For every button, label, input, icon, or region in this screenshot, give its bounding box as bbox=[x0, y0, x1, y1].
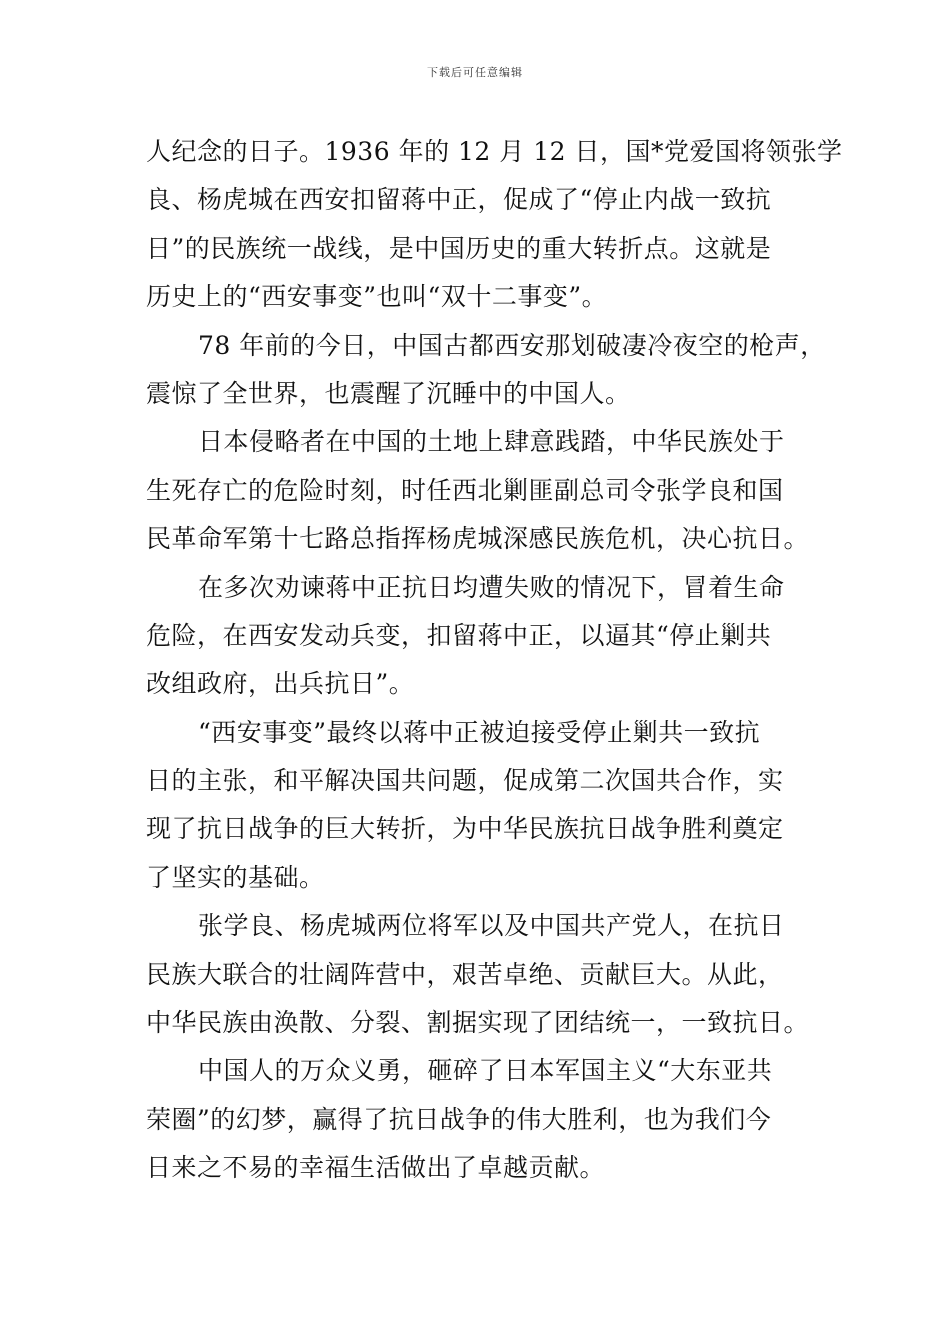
paragraph-line: 人纪念的日子。1936 年的 12 月 12 日，国*党爱国将领张学 bbox=[146, 137, 843, 166]
paragraph-line: 危险，在西安发动兵变，扣留蒋中正，以逼其“停止剿共 bbox=[146, 620, 772, 650]
paragraph-line: 历史上的“西安事变”也叫“双十二事变”。 bbox=[146, 282, 608, 312]
paragraph-line: 震惊了全世界，也震醒了沉睡中的中国人。 bbox=[146, 378, 631, 408]
paragraph bbox=[146, 322, 826, 419]
paragraph-line: 荣圈”的幻梦，赢得了抗日战争的伟大胜利，也为我们今 bbox=[146, 1104, 772, 1134]
paragraph bbox=[146, 902, 810, 1047]
paragraph-line: 78 年前的今日，中国古都西安那划破凄冷夜空的枪声， bbox=[198, 330, 826, 360]
paragraph-line: 民革命军第十七路总指挥杨虎城深感民族危机，决心抗日。 bbox=[146, 524, 810, 554]
paragraph-line: 中华民族由涣散、分裂、割据实现了团结统一，一致抗日。 bbox=[146, 1008, 810, 1038]
paragraph-line: 良、杨虎城在西安扣留蒋中正，促成了“停止内战一致抗 bbox=[146, 185, 772, 215]
paragraph-line: 生死存亡的危险时刻，时任西北剿匪副总司令张学良和国 bbox=[146, 475, 784, 505]
page-header: 下载后可任意编辑 bbox=[427, 66, 523, 79]
paragraph-line: “西安事变”最终以蒋中正被迫接受停止剿共一致抗 bbox=[198, 717, 761, 747]
paragraph-line: 了坚实的基础。 bbox=[146, 862, 325, 892]
paragraph-line: 民族大联合的壮阔阵营中，艰苦卓绝、贡献巨大。从此， bbox=[146, 959, 784, 989]
paragraph-line: 日来之不易的幸福生活做出了卓越贡献。 bbox=[146, 1153, 606, 1183]
paragraph bbox=[146, 709, 810, 903]
paragraph bbox=[146, 564, 810, 709]
paragraph bbox=[146, 1047, 810, 1192]
document-body bbox=[146, 128, 843, 1193]
paragraph-line: 在多次劝谏蒋中正抗日均遭失败的情况下，冒着生命 bbox=[198, 572, 785, 602]
paragraph-line: 张学良、杨虎城两位将军以及中国共产党人，在抗日 bbox=[198, 911, 785, 941]
paragraph bbox=[146, 128, 843, 322]
paragraph-line: 日的主张，和平解决国共问题，促成第二次国共合作，实 bbox=[146, 766, 784, 796]
paragraph-line: 日本侵略者在中国的土地上肆意践踏，中华民族处于 bbox=[198, 427, 785, 457]
paragraph-line: 日”的民族统一战线，是中国历史的重大转折点。这就是 bbox=[146, 233, 772, 263]
paragraph-line: 改组政府，出兵抗日”。 bbox=[146, 669, 415, 699]
paragraph bbox=[146, 418, 810, 563]
paragraph-line: 中国人的万众义勇，砸碎了日本军国主义“大东亚共 bbox=[198, 1056, 773, 1086]
paragraph-line: 现了抗日战争的巨大转折，为中华民族抗日战争胜利奠定 bbox=[146, 814, 784, 844]
